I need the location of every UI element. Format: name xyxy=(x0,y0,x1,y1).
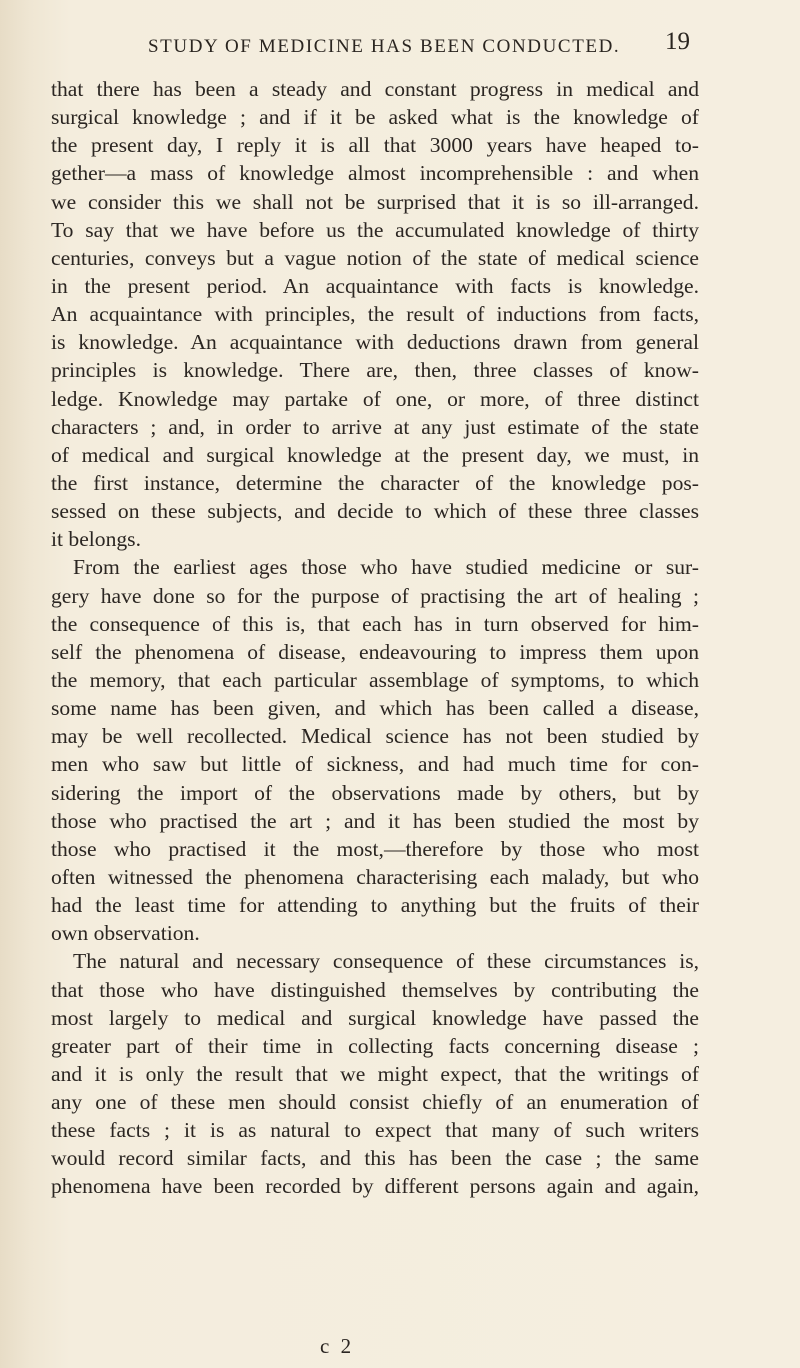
text-line: those who practised it the most,—therefore by those who most xyxy=(51,836,699,861)
text-line: greater part of their time in collecting facts concerning disease ; xyxy=(51,1033,699,1058)
text-line: had the least time for attending to anything but the fruits of their xyxy=(51,893,699,918)
text-line: own observation. xyxy=(51,921,200,946)
text-line: would record similar facts, and this has been the case ; the same xyxy=(51,1146,699,1171)
text-line: phenomena have been recorded by different persons again and again, xyxy=(51,1174,699,1199)
text-line: the first instance, determine the character of the knowledge pos- xyxy=(51,470,699,495)
text-line: men who saw but little of sickness, and had much time for con- xyxy=(51,752,699,777)
text-line: centuries, conveys but a vague notion of the state of medical science xyxy=(51,245,699,270)
text-line: characters ; and, in order to arrive at any just estimate of the state xyxy=(51,414,699,439)
text-line: of medical and surgical knowledge at the present day, we must, in xyxy=(51,442,699,467)
text-line: is knowledge. An acquaintance with deductions drawn from general xyxy=(51,330,699,355)
body-text xyxy=(51,75,699,1201)
text-line: gether—a mass of knowledge almost incomprehensible : and when xyxy=(51,161,699,186)
text-line: self the phenomena of disease, endeavouring to impress them upon xyxy=(51,639,699,664)
text-line: the consequence of this is, that each has in turn observed for him- xyxy=(51,611,699,636)
text-line: sessed on these subjects, and decide to which of these three classes xyxy=(51,499,699,524)
running-title: STUDY OF MEDICINE HAS BEEN CONDUCTED. xyxy=(148,36,621,57)
text-line: often witnessed the phenomena characterising each malady, but who xyxy=(51,864,699,889)
text-line: those who practised the art ; and it has been studied the most by xyxy=(51,808,699,833)
text-line: in the present period. An acquaintance with facts is knowledge. xyxy=(51,273,699,298)
text-line: gery have done so for the purpose of practising the art of healing ; xyxy=(51,583,699,608)
text-line: some name has been given, and which has been called a disease, xyxy=(51,696,699,721)
text-line: the present day, I reply it is all that 3000 years have heaped to- xyxy=(51,133,699,158)
text-line: the memory, that each particular assemblage of symptoms, to which xyxy=(51,667,699,692)
text-line: ledge. Knowledge may partake of one, or more, of three distinct xyxy=(51,386,699,411)
text-line: surgical knowledge ; and if it be asked what is the knowledge of xyxy=(51,105,699,130)
text-line: we consider this we shall not be surprised that it is so ill-arranged. xyxy=(51,189,699,214)
text-line: sidering the import of the observations made by others, but by xyxy=(51,780,699,805)
text-line: and it is only the result that we might expect, that the writings of xyxy=(51,1061,699,1086)
text-line: To say that we have before us the accumulated knowledge of thirty xyxy=(51,217,699,242)
text-line: most largely to medical and surgical knowledge have passed the xyxy=(51,1005,699,1030)
running-head xyxy=(0,28,800,62)
page-number: 19 xyxy=(665,28,690,55)
signature-mark: c 2 xyxy=(320,1334,355,1358)
text-line: these facts ; it is as natural to expect that many of such writers xyxy=(51,1118,699,1143)
text-line: it belongs. xyxy=(51,527,141,552)
text-line: that there has been a steady and constant progress in medical and xyxy=(51,77,699,101)
text-line: An acquaintance with principles, the result of inductions from facts, xyxy=(51,302,699,327)
text-line: From the earliest ages those who have studied medicine or sur- xyxy=(73,555,699,580)
text-line: any one of these men should consist chiefly of an enumeration of xyxy=(51,1090,699,1115)
text-line: The natural and necessary consequence of these circumstances is, xyxy=(73,949,699,974)
text-line: may be well recollected. Medical science has not been studied by xyxy=(51,724,699,749)
text-line: principles is knowledge. There are, then, three classes of know- xyxy=(51,358,699,383)
text-line: that those who have distinguished themselves by contributing the xyxy=(51,977,699,1002)
